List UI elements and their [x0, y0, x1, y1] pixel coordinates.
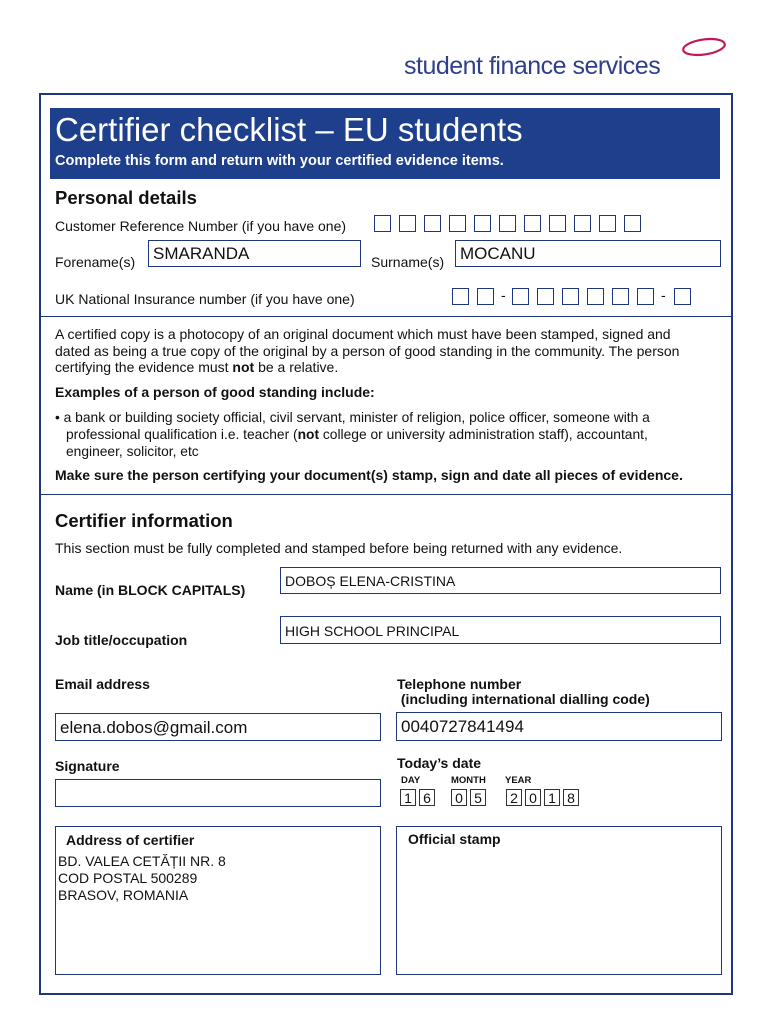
- certified-copy-line: certifying the evidence must not be a relative.: [55, 359, 339, 375]
- address-line: BRASOV, ROMANIA: [58, 887, 189, 903]
- title-banner: [50, 108, 720, 179]
- month-label: MONTH: [451, 775, 486, 786]
- certified-copy-line: dated as being a true copy of the original by a person of good standing in the community. The person: [55, 342, 680, 359]
- logo-text: student finance services: [404, 52, 661, 80]
- email-field[interactable]: [55, 713, 381, 741]
- month-digit[interactable]: 0: [451, 789, 467, 806]
- ni-box[interactable]: [537, 288, 554, 305]
- year-digit[interactable]: 0: [525, 789, 541, 806]
- crn-box[interactable]: [524, 215, 541, 232]
- phone-value: 0040727841494: [401, 717, 524, 736]
- ni-separator: -: [501, 287, 506, 303]
- page-subtitle: Complete this form and return with your certified evidence items.: [55, 153, 504, 169]
- ni-separator: -: [661, 287, 666, 303]
- ni-box[interactable]: [512, 288, 529, 305]
- crn-box[interactable]: [624, 215, 641, 232]
- crn-box[interactable]: [374, 215, 391, 232]
- signature-field[interactable]: [55, 779, 381, 807]
- surname-label: Surname(s): [371, 254, 445, 270]
- ni-box[interactable]: [674, 288, 691, 305]
- crn-label: Customer Reference Number (if you have one): [55, 218, 347, 234]
- crn-box[interactable]: [399, 215, 416, 232]
- year-digit[interactable]: 8: [563, 789, 579, 806]
- stamp-label: Official stamp: [408, 831, 501, 847]
- ni-box[interactable]: [477, 288, 494, 305]
- personal-details-heading: Personal details: [55, 187, 197, 208]
- year-digit[interactable]: 2: [506, 789, 522, 806]
- certifier-name-value: DOBOȘ ELENA-CRISTINA: [285, 573, 456, 589]
- email-label: Email address: [55, 676, 150, 692]
- address-label: Address of certifier: [66, 832, 195, 848]
- examples-line: professional qualification i.e. teacher (not college or university administration staff), accountant,: [66, 427, 648, 442]
- crn-box[interactable]: [599, 215, 616, 232]
- crn-box[interactable]: [474, 215, 491, 232]
- month-digit[interactable]: 5: [470, 789, 486, 806]
- surname-field[interactable]: [455, 240, 721, 267]
- crn-box[interactable]: [574, 215, 591, 232]
- phone-field[interactable]: [396, 712, 722, 741]
- ni-box[interactable]: [587, 288, 604, 305]
- ni-boxes[interactable]: [452, 286, 702, 308]
- ni-box[interactable]: [612, 288, 629, 305]
- address-line: COD POSTAL 500289: [58, 870, 198, 886]
- examples-line: engineer, solicitor, etc: [66, 444, 199, 459]
- day-digit[interactable]: 1: [400, 789, 416, 806]
- name-label: Name (in BLOCK CAPITALS): [55, 582, 246, 598]
- crn-boxes[interactable]: [374, 214, 654, 234]
- ni-box[interactable]: [637, 288, 654, 305]
- logo-swoosh-icon: [680, 36, 728, 58]
- crn-box[interactable]: [449, 215, 466, 232]
- official-stamp-box[interactable]: [396, 826, 722, 975]
- year-digit[interactable]: 1: [544, 789, 560, 806]
- section-divider: [39, 494, 733, 495]
- forename-field[interactable]: [148, 240, 361, 267]
- phone-label-2: (including international dialling code): [397, 691, 650, 707]
- day-label: DAY: [401, 775, 421, 786]
- forename-value: SMARANDA: [153, 244, 250, 263]
- examples-line: • a bank or building society official, civil servant, minister of religion, police officer, someone with a: [55, 410, 650, 425]
- job-field[interactable]: [280, 616, 721, 644]
- section-divider: [39, 316, 733, 317]
- year-label: YEAR: [505, 775, 532, 786]
- crn-box[interactable]: [549, 215, 566, 232]
- certified-copy-text: [55, 326, 679, 376]
- job-label: Job title/occupation: [55, 632, 188, 648]
- crn-box[interactable]: [424, 215, 441, 232]
- crn-box[interactable]: [499, 215, 516, 232]
- certifier-intro: This section must be fully completed and stamped before being returned with any evidence.: [55, 540, 623, 556]
- certifier-heading: Certifier information: [55, 510, 233, 531]
- address-box[interactable]: [55, 826, 381, 975]
- signature-label: Signature: [55, 758, 120, 774]
- certified-copy-line: A certified copy is a photocopy of an original document which must have been stamped, signed and: [55, 326, 671, 342]
- address-line: BD. VALEA CETĂȚII NR. 8: [58, 853, 226, 869]
- ni-label: UK National Insurance number (if you have one): [55, 291, 355, 307]
- phone-label: Telephone number: [397, 676, 522, 692]
- make-sure-text: Make sure the person certifying your document(s) stamp, sign and date all pieces of evidence.: [55, 467, 683, 483]
- page-title: Certifier checklist – EU students: [55, 111, 523, 148]
- ni-box[interactable]: [452, 288, 469, 305]
- surname-value: MOCANU: [460, 244, 536, 263]
- examples-heading: Examples of a person of good standing include:: [55, 384, 375, 400]
- ni-box[interactable]: [562, 288, 579, 305]
- date-label: Today’s date: [397, 755, 482, 771]
- email-value: elena.dobos@gmail.com: [60, 718, 248, 737]
- address-value: [58, 853, 226, 904]
- certifier-name-field[interactable]: [280, 567, 721, 594]
- examples-list: [55, 409, 650, 460]
- job-value: HIGH SCHOOL PRINCIPAL: [285, 623, 460, 639]
- forename-label: Forename(s): [55, 254, 136, 270]
- day-digit[interactable]: 6: [419, 789, 435, 806]
